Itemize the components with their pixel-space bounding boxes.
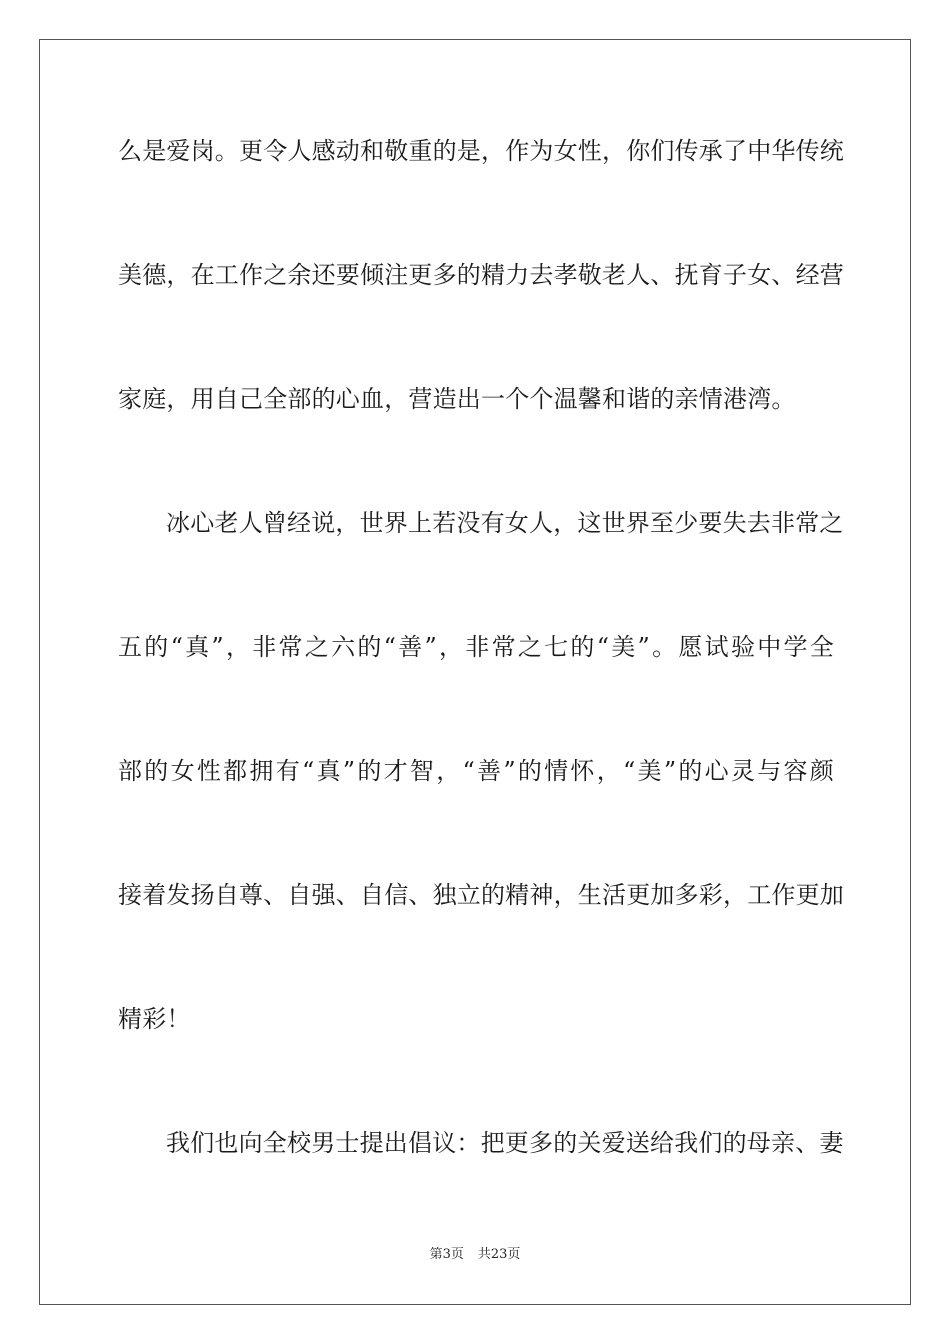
text-line: 精彩！ <box>118 1005 191 1033</box>
text-line: 美德，在工作之余还要倾注更多的精力去孝敬老人、抚育子女、经营 <box>118 261 844 289</box>
text-line: 家庭，用自己全部的心血，营造出一个个温馨和谐的亲情港湾。 <box>118 385 796 413</box>
page-footer <box>0 1246 950 1264</box>
text-line: 接着发扬自尊、自强、自信、独立的精神，生活更加多彩，工作更加 <box>118 881 844 909</box>
page-border <box>39 39 911 1305</box>
paragraph-first-line: 冰心老人曾经说，世界上若没有女人，这世界至少要失去非常之 <box>166 509 844 537</box>
page-total: 共23页 <box>477 1247 521 1262</box>
text-line: 么是爱岗。更令人感动和敬重的是，作为女性，你们传承了中华传统 <box>118 137 844 165</box>
paragraph-first-line: 我们也向全校男士提出倡议：把更多的关爱送给我们的母亲、妻 <box>166 1129 844 1157</box>
text-line: 五的“真”，非常之六的“善”，非常之七的“美”。愿试验中学全 <box>118 633 834 661</box>
page-number: 第3页 <box>429 1247 464 1262</box>
text-line: 部的女性都拥有“真”的才智，“善”的情怀，“美”的心灵与容颜 <box>118 757 834 785</box>
